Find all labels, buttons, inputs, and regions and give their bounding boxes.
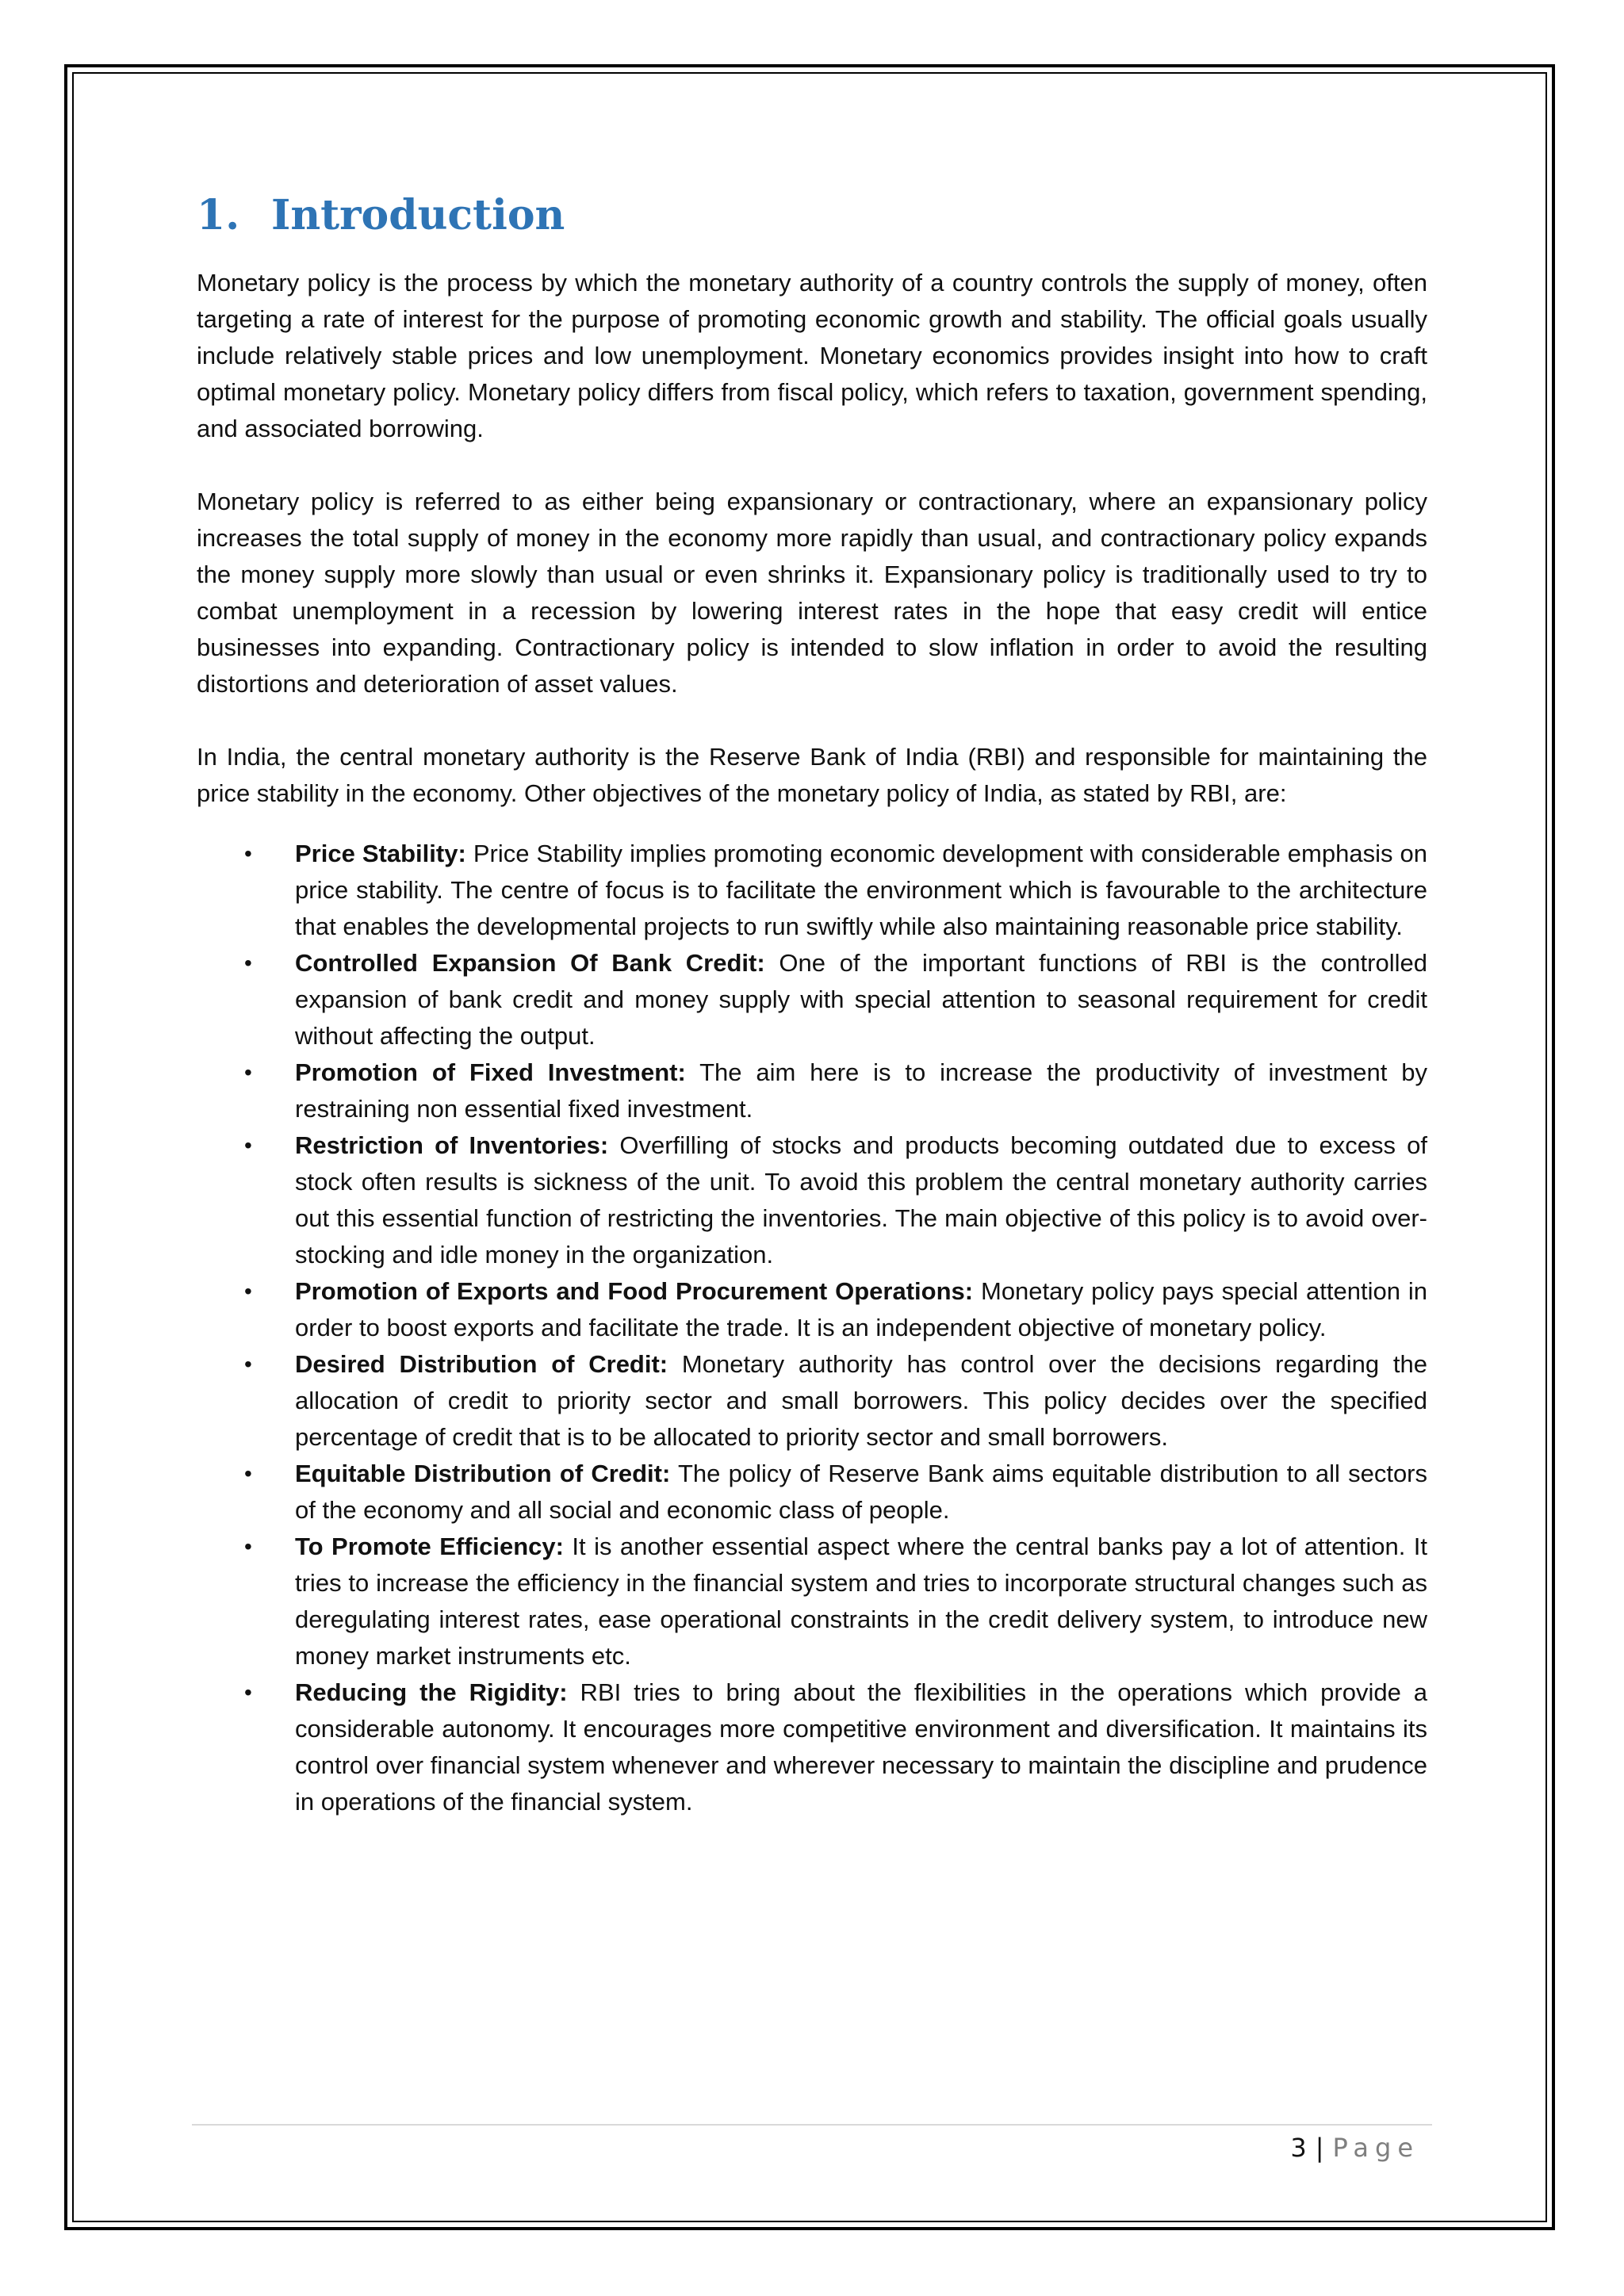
objectives-list: [197, 836, 1427, 1820]
list-item-text: Monetary authority has control over the decisions regarding the allocation of credit to priority sector and small borrowers. This policy decides over the specified percentage of credit that is to be allocated to priority sector and small borrowers.: [295, 1350, 1427, 1451]
list-item-term: Reducing the Rigidity:: [295, 1678, 568, 1706]
bullet-icon: •: [244, 1680, 252, 1705]
page-footer: [1290, 2130, 1419, 2166]
bullet-icon: •: [244, 1060, 252, 1085]
list-item: [197, 1529, 1427, 1674]
list-item-term: Desired Distribution of Credit:: [295, 1350, 668, 1378]
list-item-term: To Promote Efficiency:: [295, 1533, 564, 1560]
section-title: Introduction: [271, 191, 565, 239]
list-item-term: Controlled Expansion Of Bank Credit:: [295, 949, 765, 977]
list-item: [197, 1127, 1427, 1273]
list-item-term: Equitable Distribution of Credit:: [295, 1460, 671, 1487]
list-item-term: Price Stability:: [295, 840, 466, 867]
list-item: [197, 1346, 1427, 1456]
list-item-text: RBI tries to bring about the flexibilities in the operations which provide a considerable autonomy. It encourages more competitive environment and diversification. It maintains its control over financial system whenever and wherever necessary to maintain the discipline and prudence in operations of the financial system.: [295, 1678, 1428, 1816]
list-item-term: Promotion of Fixed Investment:: [295, 1058, 686, 1086]
document-body: [197, 190, 1427, 1820]
list-item: [197, 1054, 1427, 1127]
bullet-icon: •: [244, 1279, 252, 1303]
list-item-text: The aim here is to increase the productivity of investment by restraining non essential fixed investment.: [295, 1058, 1428, 1123]
page-number: 3: [1290, 2133, 1308, 2163]
list-item-text: The policy of Reserve Bank aims equitable distribution to all sectors of the economy and all social and economic class of people.: [295, 1460, 1428, 1524]
list-item-term: Promotion of Exports and Food Procurement Operations:: [295, 1277, 974, 1305]
bullet-icon: •: [244, 1461, 252, 1486]
footer-separator: |: [1315, 2133, 1325, 2163]
list-item-text: It is another essential aspect where the central banks pay a lot of attention. It tries to increase the efficiency in the financial system and tries to incorporate structural changes such as deregulating interest rates, ease operational constraints in the credit delivery system, to introduce new money market instruments etc.: [295, 1533, 1427, 1670]
bullet-icon: •: [244, 1133, 252, 1158]
list-item: [197, 836, 1427, 945]
bullet-icon: •: [244, 1352, 252, 1376]
paragraph-definition: Monetary policy is the process by which the monetary authority of a country controls the supply of money, often targeting a rate of interest for the purpose of promoting economic growth and stability. The official goals usually include relatively stable prices and low unemployment. Monetary economics provides insight into how to craft optimal monetary policy. Monetary policy differs from fiscal policy, which refers to taxation, government spending, and associated borrowing.: [197, 269, 1427, 442]
bullet-icon: •: [244, 1534, 252, 1559]
section-number: 1.: [197, 191, 240, 239]
bullet-icon: •: [244, 841, 252, 866]
section-heading: [197, 190, 1427, 241]
list-item-text: One of the important functions of RBI is the controlled expansion of bank credit and money supply with special attention to seasonal requirement for credit without affecting the output.: [295, 949, 1427, 1050]
list-item: [197, 1674, 1427, 1820]
bullet-icon: •: [244, 951, 252, 975]
list-item-text: Overfilling of stocks and products becoming outdated due to excess of stock often results is sickness of the unit. To avoid this problem the central monetary authority carries out this essential function of restricting the inventories. The main objective of this policy is to avoid over-stocking and idle money in the organization.: [295, 1131, 1427, 1269]
list-item-text: Price Stability implies promoting economic development with considerable emphasis on price stability. The centre of focus is to facilitate the environment which is favourable to the architecture that enables the developmental projects to run swiftly while also maintaining reasonable price stability.: [295, 840, 1427, 940]
list-item-text: Monetary policy pays special attention in order to boost exports and facilitate the trade. It is an independent objective of monetary policy.: [295, 1277, 1427, 1341]
page-label: Page: [1332, 2133, 1419, 2163]
list-item: [197, 1273, 1427, 1346]
list-item-term: Restriction of Inventories:: [295, 1131, 609, 1159]
list-item: [197, 945, 1427, 1054]
paragraph-expansionary-contractionary: Monetary policy is referred to as either being expansionary or contractionary, where an expansionary policy increases the total supply of money in the economy more rapidly than usual, and contractionary policy expands the money supply more slowly than usual or even shrinks it. Expansionary policy is traditionally used to try to combat unemployment in a recession by lowering interest rates in the hope that easy credit will entice businesses into expanding. Contractionary policy is intended to slow inflation in order to avoid the resulting distortions and deterioration of asset values.: [197, 488, 1427, 698]
footer-divider: [192, 2124, 1432, 2126]
list-item: [197, 1456, 1427, 1529]
paragraph-india-rbi: In India, the central monetary authority is the Reserve Bank of India (RBI) and responsible for maintaining the price stability in the economy. Other objectives of the monetary policy of India, as stated by RBI, are:: [197, 743, 1427, 807]
